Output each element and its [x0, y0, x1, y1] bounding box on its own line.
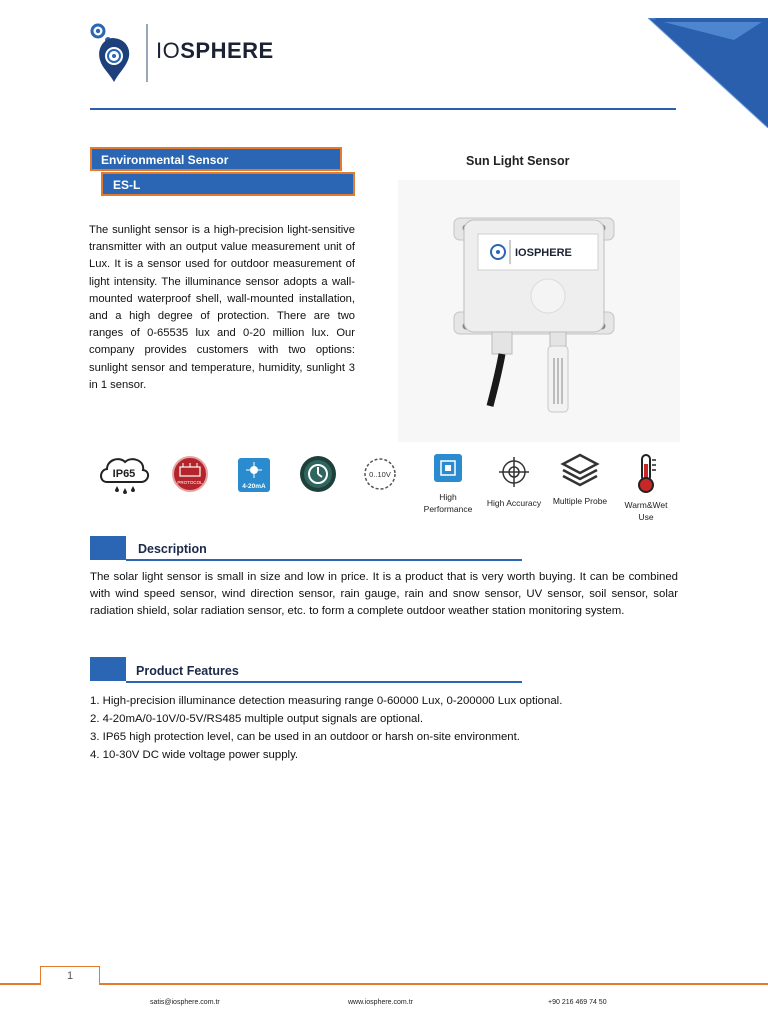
corner-decoration	[648, 0, 768, 128]
footer-email[interactable]: satis@iosphere.com.tr	[150, 999, 220, 1006]
feature-item: 4. 10-30V DC wide voltage power supply.	[90, 749, 299, 761]
footer-website[interactable]: www.iosphere.com.tr	[348, 999, 413, 1006]
brand-suffix: SPHERE	[180, 38, 274, 63]
iosphere-logo-icon	[88, 22, 136, 84]
page-number: 1	[40, 966, 100, 985]
footer-phone: +90 216 469 74 50	[548, 999, 607, 1006]
logo-divider	[146, 24, 148, 82]
product-title: Sun Light Sensor	[466, 154, 570, 168]
product-image	[398, 180, 680, 442]
feature-item: 1. High-precision illuminance detection measuring range 0-60000 Lux, 0-200000 Lux optional.	[90, 695, 563, 707]
protocol-text: PROTOCOL	[177, 480, 203, 485]
description-heading-block	[90, 536, 126, 560]
description-heading-line	[126, 559, 522, 561]
ip65-text: IP65	[112, 468, 136, 480]
feature-item: 3. IP65 high protection level, can be used in an outdoor or harsh on-site environment.	[90, 731, 520, 743]
protocol-icon	[160, 452, 220, 503]
thermometer-icon	[616, 452, 676, 523]
footer-divider	[0, 983, 768, 985]
features-heading-block	[90, 657, 126, 681]
power-icon	[288, 452, 348, 503]
model-banner: ES-L	[101, 172, 355, 196]
features-heading-line	[126, 681, 522, 683]
current-output-icon	[224, 452, 284, 503]
features-heading: Product Features	[136, 664, 239, 678]
sensor-device-illustration	[398, 180, 680, 442]
layers-icon	[550, 452, 610, 507]
features-list	[90, 692, 690, 764]
feature-icon-row	[90, 452, 690, 532]
device-label-text: IOSPHERE	[515, 247, 572, 259]
current-output-text: 4-20mA	[242, 483, 266, 490]
voltage-output-text: 0..10V	[369, 470, 391, 479]
multiple-probe-label: Multiple Probe	[552, 496, 608, 506]
warm-wet-label: Warm&Wet Use	[624, 500, 668, 522]
high-performance-label: High Performance	[423, 492, 473, 514]
crosshair-icon	[484, 452, 544, 509]
description-paragraph: The solar light sensor is small in size and low in price. It is a product that is very worth buying. It can be combined with wind speed sensor, wind direction sensor, rain gauge, rain and snow sensor, UV sensor, soil sensor, solar radiation shield, solar radiation sensor, etc. to form a complete outdoor weather station monitoring system.	[90, 571, 678, 617]
high-accuracy-label: High Accuracy	[486, 498, 542, 508]
category-banner: Environmental Sensor	[90, 147, 342, 171]
chip-icon	[418, 452, 478, 515]
description-heading: Description	[138, 542, 207, 556]
feature-item: 2. 4-20mA/0-10V/0-5V/RS485 multiple output signals are optional.	[90, 713, 424, 725]
brand-name	[156, 38, 274, 64]
header-divider	[90, 108, 676, 110]
voltage-output-icon	[350, 452, 410, 503]
brand-prefix: IO	[156, 38, 181, 63]
intro-paragraph: The sunlight sensor is a high-precision light-sensitive transmitter with an output value measurement unit of Lux. It is a sensor used for outdoor measurement of light intensity. The illuminance sensor adopts a wall-mounted waterproof shell, wall-mounted installation, and a high degree of protection. There are two ranges of 0-65535 lux and 0-20 million lux. Our company provides customers with two options: sunlight sensor and temperature, humidity, sunlight 3 in 1 sensor.	[89, 224, 355, 391]
ip65-icon	[94, 452, 154, 503]
